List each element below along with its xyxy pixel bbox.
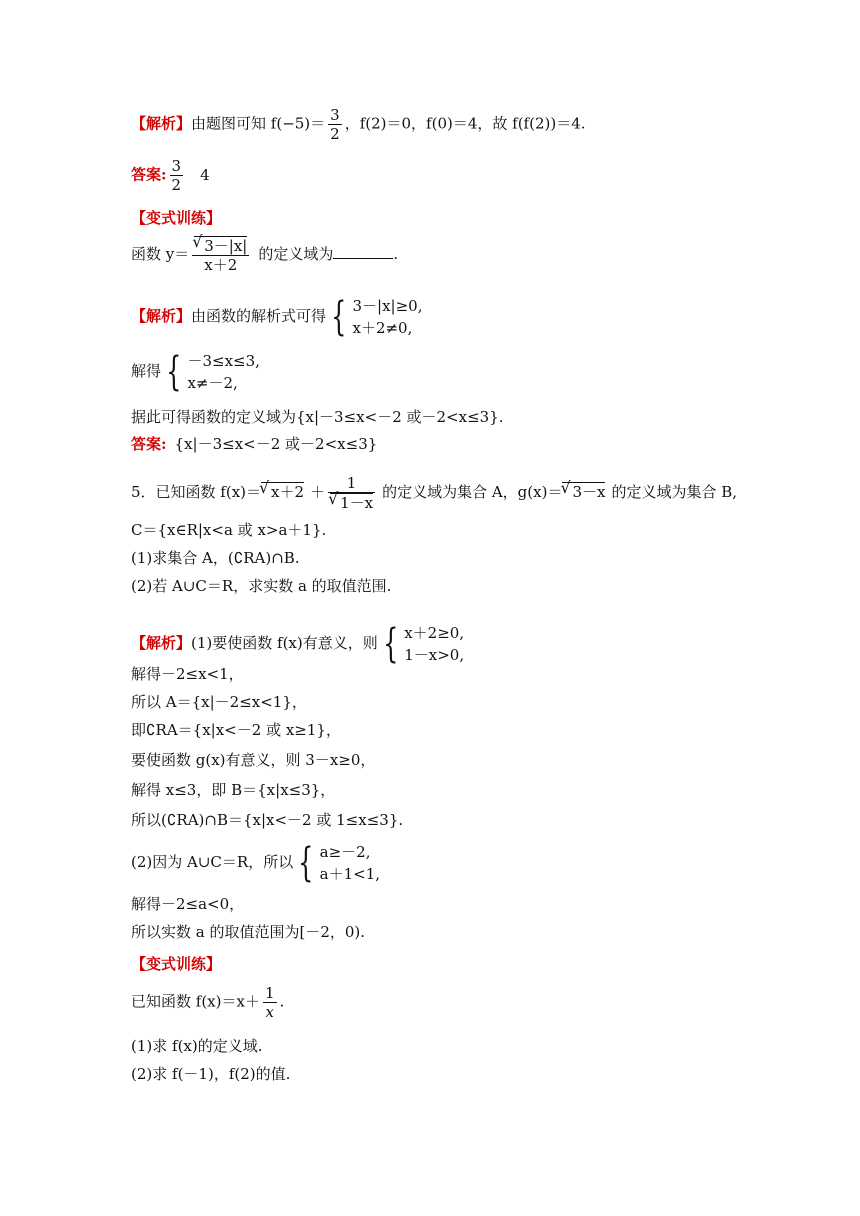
ex4-analysis-line xyxy=(131,106,586,143)
equation-system: { a≥－2, a＋1<1, xyxy=(298,840,381,886)
q5-step: 要使函数 g(x)有意义，则 3－x≥0， xyxy=(131,751,376,769)
q5-part1: (1)求集合 A，(∁RA)∩B. xyxy=(131,549,300,567)
q5-step: 所以 A＝{x|－2≤x<1}， xyxy=(131,693,307,711)
variant2-question: 已知函数 f(x)＝x＋ $\frac{1}{x}$ . xyxy=(131,984,285,1021)
analysis-text-post: ，f(2)＝0，f(0)＝4，故 f(f(2))＝4. xyxy=(344,114,586,133)
q5-analysis-1: 【解析】(1)要使函数 f(x)有意义，则 { x＋2≥0, 1－x>0, xyxy=(131,621,465,667)
variant2-part1: (1)求 f(x)的定义域. xyxy=(131,1037,263,1055)
q5-step: 解得 x≤3，即 B＝{x|x≤3}， xyxy=(131,781,336,799)
variant2-part2: (2)求 f(－1)，f(2)的值. xyxy=(131,1065,291,1083)
q5-step: 解得－2≤x<1， xyxy=(131,665,244,683)
q5-step: 解得－2≤a<0， xyxy=(131,895,245,913)
q5-step: 即∁RA＝{x|x<－2 或 x≥1}， xyxy=(131,721,341,739)
q5-part2: (2)若 A∪C＝R，求实数 a 的取值范围. xyxy=(131,577,392,595)
q5-step: 所以(∁RA)∩B＝{x|x<－2 或 1≤x≤3}. xyxy=(131,811,404,829)
fraction: $\frac{3}{2}$ xyxy=(330,106,340,143)
answer-fraction: $\frac{3}{2}$ xyxy=(171,157,182,194)
q5-step: 所以实数 a 的取值范围为[－2，0). xyxy=(131,923,366,941)
answer-value: 4 xyxy=(200,165,210,184)
variant-tag: 【变式训练】 xyxy=(131,209,222,227)
variant1-question: 函数 y＝ √ $\frac{3-|x|}{x+2}$ 的定义域为 . xyxy=(131,236,398,274)
answer-blank xyxy=(333,244,393,259)
variant1-answer: 答案: {x|－3≤x<－2 或－2<x≤3} xyxy=(131,435,378,453)
equation-system: { x＋2≥0, 1－x>0, xyxy=(382,621,465,667)
variant2-fraction: $\frac{1}{x}$ xyxy=(264,984,275,1021)
variant-tag: 【变式训练】 xyxy=(131,955,222,973)
q5-analysis-2: (2)因为 A∪C＝R，所以 { a≥－2, a＋1<1, xyxy=(131,840,381,886)
equation-system: { 3－|x|≥0, x＋2≠0, xyxy=(331,294,423,340)
q5-line2: C＝{x∈R|x<a 或 x>a＋1}. xyxy=(131,521,327,539)
ex4-answer-line xyxy=(131,157,210,194)
domain-fraction: √ $\frac{3-|x|}{x+2}$ xyxy=(192,236,249,274)
analysis-text-pre: 由题图可知 f(−5)＝ xyxy=(191,114,326,133)
variant1-solve: 解得 { －3≤x≤3, x≠－2, xyxy=(131,349,260,395)
variant1-conclusion: 据此可得函数的定义域为{x|－3≤x<－2 或－2<x≤3}. xyxy=(131,408,504,426)
equation-system: { －3≤x≤3, x≠－2, xyxy=(166,349,260,395)
analysis-tag: 【解析】 xyxy=(131,114,192,133)
answer-tag: 答案: xyxy=(131,165,167,184)
variant1-analysis: 【解析】由函数的解析式可得 { 3－|x|≥0, x＋2≠0, xyxy=(131,294,423,340)
q5-fraction: 1 √ 1－x xyxy=(328,474,375,512)
q5-stem: 5．已知函数 f(x)＝√ x＋2 ＋ 1 √ 1－x 的定义域为集合 A，g(x)＝√ 3－x 的定义域为集合 B, xyxy=(131,474,737,512)
